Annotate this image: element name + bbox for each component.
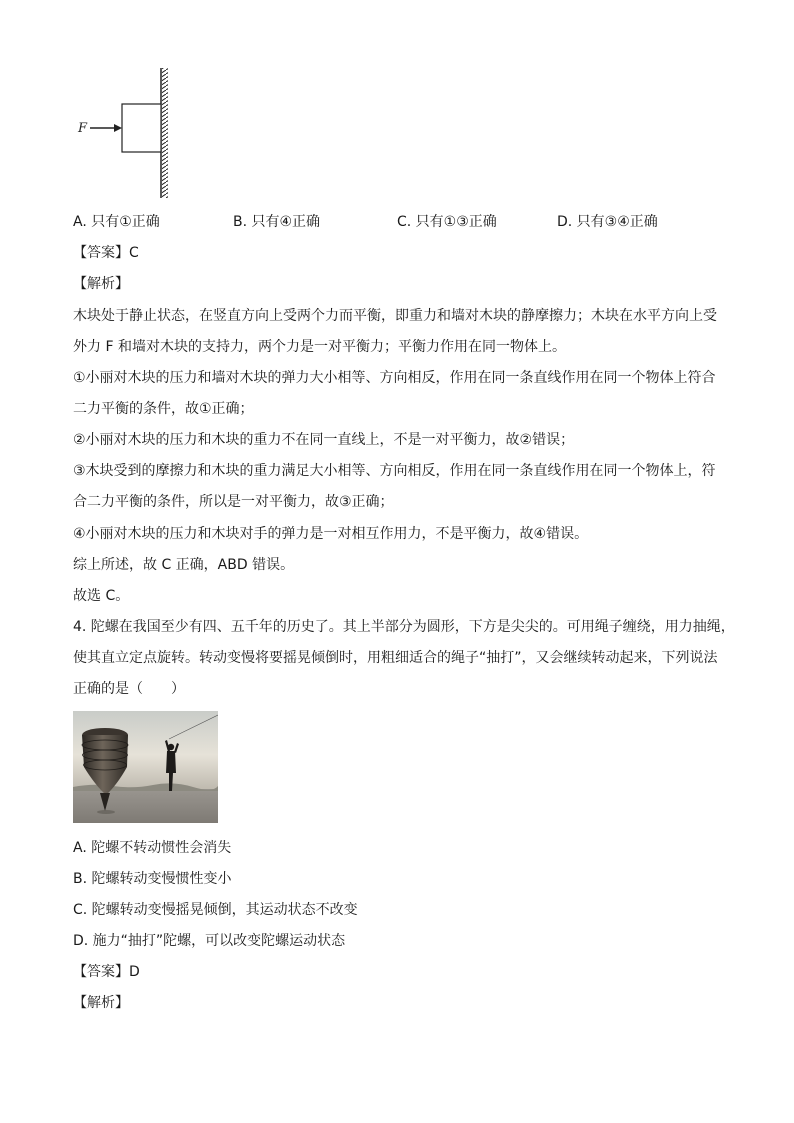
q4-stem-line-3: 正确的是（ ） [73, 681, 185, 697]
block-wall-figure [70, 66, 180, 202]
wall-hatching [162, 68, 168, 198]
force-label: F [78, 121, 88, 136]
q4-option-d: D. 施力“抽打”陀螺，可以改变陀螺运动状态 [73, 933, 346, 949]
q3-answer: 【答案】C [73, 245, 139, 261]
q3-analysis-line-1: 木块处于静止状态，在竖直方向上受两个力而平衡，即重力和墙对木块的静摩擦力；木块在水平方向上受 [73, 308, 717, 324]
q3-analysis-line-2: 外力 F 和墙对木块的支持力，两个力是一对平衡力；平衡力作用在同一物体上。 [73, 339, 566, 355]
q3-option-a: A. 只有①正确 [73, 214, 160, 230]
q3-analysis-line-9: 综上所述，故 C 正确，ABD 错误。 [73, 557, 295, 573]
photo-ground [73, 789, 218, 823]
q4-answer: 【答案】D [73, 964, 140, 980]
q4-stem-line-2: 使其直立定点旋转。转动变慢将要摇晃倾倒时，用粗细适合的绳子“抽打”，又会继续转动起来，下列说法 [73, 650, 718, 666]
q3-option-c: C. 只有①③正确 [397, 214, 497, 230]
q3-analysis-line-7: 合二力平衡的条件，所以是一对平衡力，故③正确； [73, 494, 394, 510]
q3-analysis-line-4: 二力平衡的条件，故①正确； [73, 401, 254, 417]
q3-option-b: B. 只有④正确 [233, 214, 321, 230]
q4-option-a: A. 陀螺不转动惯性会消失 [73, 840, 232, 856]
q4-analysis-heading: 【解析】 [73, 995, 129, 1011]
q3-analysis-line-8: ④小丽对木块的压力和木块对手的弹力是一对相互作用力，不是平衡力，故④错误。 [73, 526, 589, 542]
q3-analysis-line-10: 故选 C。 [73, 588, 130, 604]
q3-analysis-line-5: ②小丽对木块的压力和木块的重力不在同一直线上，不是一对平衡力，故②错误； [73, 432, 575, 448]
spinning-top-photo [73, 711, 218, 823]
q3-analysis-heading: 【解析】 [73, 276, 129, 292]
force-arrow-head [114, 124, 122, 132]
q4-stem-line-1: 4. 陀螺在我国至少有四、五千年的历史了。其上半部分为圆形，下方是尖尖的。可用绳子缠绕，用力抽绳， [73, 619, 735, 635]
q3-analysis-line-3: ①小丽对木块的压力和墙对木块的弹力大小相等、方向相反，作用在同一条直线作用在同一个物体上符合 [73, 370, 716, 386]
q3-analysis-line-6: ③木块受到的摩擦力和木块的重力满足大小相等、方向相反，作用在同一条直线作用在同一个物体上，符 [73, 463, 716, 479]
q4-option-c: C. 陀螺转动变慢摇晃倾倒，其运动状态不改变 [73, 902, 358, 918]
wooden-block [122, 104, 161, 152]
q3-option-d: D. 只有③④正确 [557, 214, 658, 230]
q4-option-b: B. 陀螺转动变慢惯性变小 [73, 871, 232, 887]
